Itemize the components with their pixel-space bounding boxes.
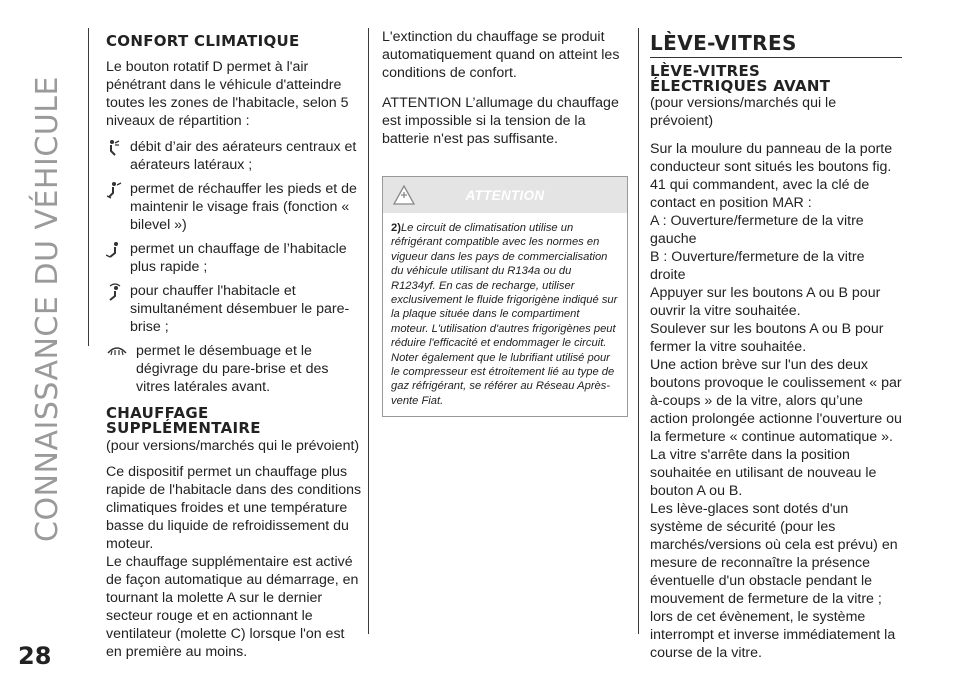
section-side-title: CONNAISSANCE DU VÉHICULE	[30, 76, 65, 542]
warning-box	[382, 176, 628, 417]
paragraph: Sur la moulure du panneau de la porte conducteur sont situés les boutons fig. 41 qui commandent, avec la clé de contact en position MAR :	[650, 141, 893, 211]
windscreen-defrost-icon	[106, 342, 136, 364]
list-item	[106, 138, 362, 174]
instruction-line: A : Ouverture/fermeture de la vitre gauche	[650, 213, 864, 247]
instructions	[650, 212, 902, 662]
list-item	[106, 180, 362, 234]
air-face-feet-icon	[106, 180, 130, 204]
column-middle	[382, 28, 628, 417]
heading-confort-climatique: CONFORT CLIMATIQUE	[106, 32, 300, 50]
heading-leve-vitres-electriques	[650, 64, 902, 94]
column-divider-2	[638, 28, 639, 634]
paragraph-attention: ATTENTION L’allumage du chauffage est impossible si la tension de la batterie n'est pas suffisante.	[382, 95, 619, 147]
instruction-line: Appuyer sur les boutons A ou B pour ouvrir la vitre souhaitée.	[650, 285, 881, 319]
column-right	[650, 32, 902, 662]
instruction-line: Les lève-glaces sont dotés d'un système de sécurité (pour les marchés/versions où cela est prévu) en mesure de reconnaître la présence éventuelle d'un obstacle pendant le mouvement de fermeture de la vitre ; lors de cet évènement, le système interrompt et inverse immédiatement la course de la vitre.	[650, 501, 898, 661]
paragraph-intro: Le bouton rotatif D permet à l'air pénétrant dans le véhicule d'atteindre toutes les zones de l'habitacle, selon 5 niveaux de répartition :	[106, 59, 349, 129]
list-item-text: permet le désembuage et le dégivrage du pare-brise et des vitres latérales avant.	[136, 343, 329, 395]
list-item-text: permet un chauffage de l’habitacle plus rapide ;	[130, 241, 347, 275]
heading-line: CHAUFFAGE	[106, 404, 209, 422]
warning-body	[383, 213, 627, 416]
list-item	[106, 282, 362, 336]
warning-header	[383, 177, 627, 213]
page-number: 28	[18, 642, 52, 670]
section-divider	[88, 28, 89, 346]
instruction-line: Une action brève sur l'un des deux boutons provoque le coulissement « par à-coups » de la vitre, alors qu’une action prolongée actionne l'ouverture ou la fermeture « continue automatique ». La vitre s'arrête dans la position souhaitée en utilisant de nouveau le bouton A ou B.	[650, 357, 902, 499]
list-item	[106, 342, 362, 396]
air-feet-windscreen-icon	[106, 282, 130, 306]
air-feet-icon	[106, 240, 130, 264]
heading-line: LÈVE-VITRES	[650, 62, 761, 80]
heading-leve-vitres: LÈVE-VITRES	[650, 32, 902, 58]
heading-line: SUPPLÉMENTAIRE	[106, 419, 261, 437]
heading-line: ÉLECTRIQUES AVANT	[650, 77, 831, 95]
column-left	[106, 34, 362, 669]
instruction-line: Soulever sur les boutons A ou B pour fermer la vitre souhaitée.	[650, 321, 884, 355]
warning-text: Le circuit de climatisation utilise un réfrigérant compatible avec les normes en vigueur dans les pays de commercialisation du véhicule utilisant du R134a ou du R1234yf. En cas de recharge, utiliser exclusivement le fluide frigorigène indiqué sur la plaque située dans le compartiment moteur. L'utilisation d'autres frigorigènes peut réduire l'efficacité et endommager le circuit. Noter également que le lubrifiant utilisé pour le compresseur est étroitement lié au type de gaz réfrigérant, se référer au Réseau Après-vente Fiat.	[391, 222, 618, 407]
paragraph: Ce dispositif permet un chauffage plus rapide de l'habitacle dans des conditions climatiques froides et une température basse du liquide de refroidissement du moteur.	[106, 464, 362, 552]
warning-title: ATTENTION	[465, 188, 545, 203]
air-face-icon	[106, 138, 130, 162]
list-item	[106, 240, 362, 276]
instruction-line: B : Ouverture/fermeture de la vitre droite	[650, 249, 865, 283]
paragraph: Le chauffage supplémentaire est activé de façon automatique au démarrage, en tournant la molette A sur le dernier secteur rouge et en actionnant le ventilateur (molette C) lorsque l'on est en première au moins.	[106, 554, 359, 660]
warning-number: 2)	[391, 222, 401, 234]
subtitle-versions: (pour versions/marchés qui le prévoient)	[650, 95, 837, 129]
column-divider-1	[368, 28, 369, 634]
list-item-text: pour chauffer l'habitacle et simultanément désembuer le pare-brise ;	[130, 283, 350, 335]
heading-chauffage	[106, 406, 362, 436]
subtitle-versions: (pour versions/marchés qui le prévoient)	[106, 438, 360, 454]
list-item-text: débit d’air des aérateurs centraux et aérateurs latéraux ;	[130, 139, 357, 173]
paragraph: L'extinction du chauffage se produit automatiquement quand on atteint les conditions de confort.	[382, 29, 620, 81]
list-item-text: permet de réchauffer les pieds et de maintenir le visage frais (fonction « bilevel »)	[130, 181, 357, 233]
